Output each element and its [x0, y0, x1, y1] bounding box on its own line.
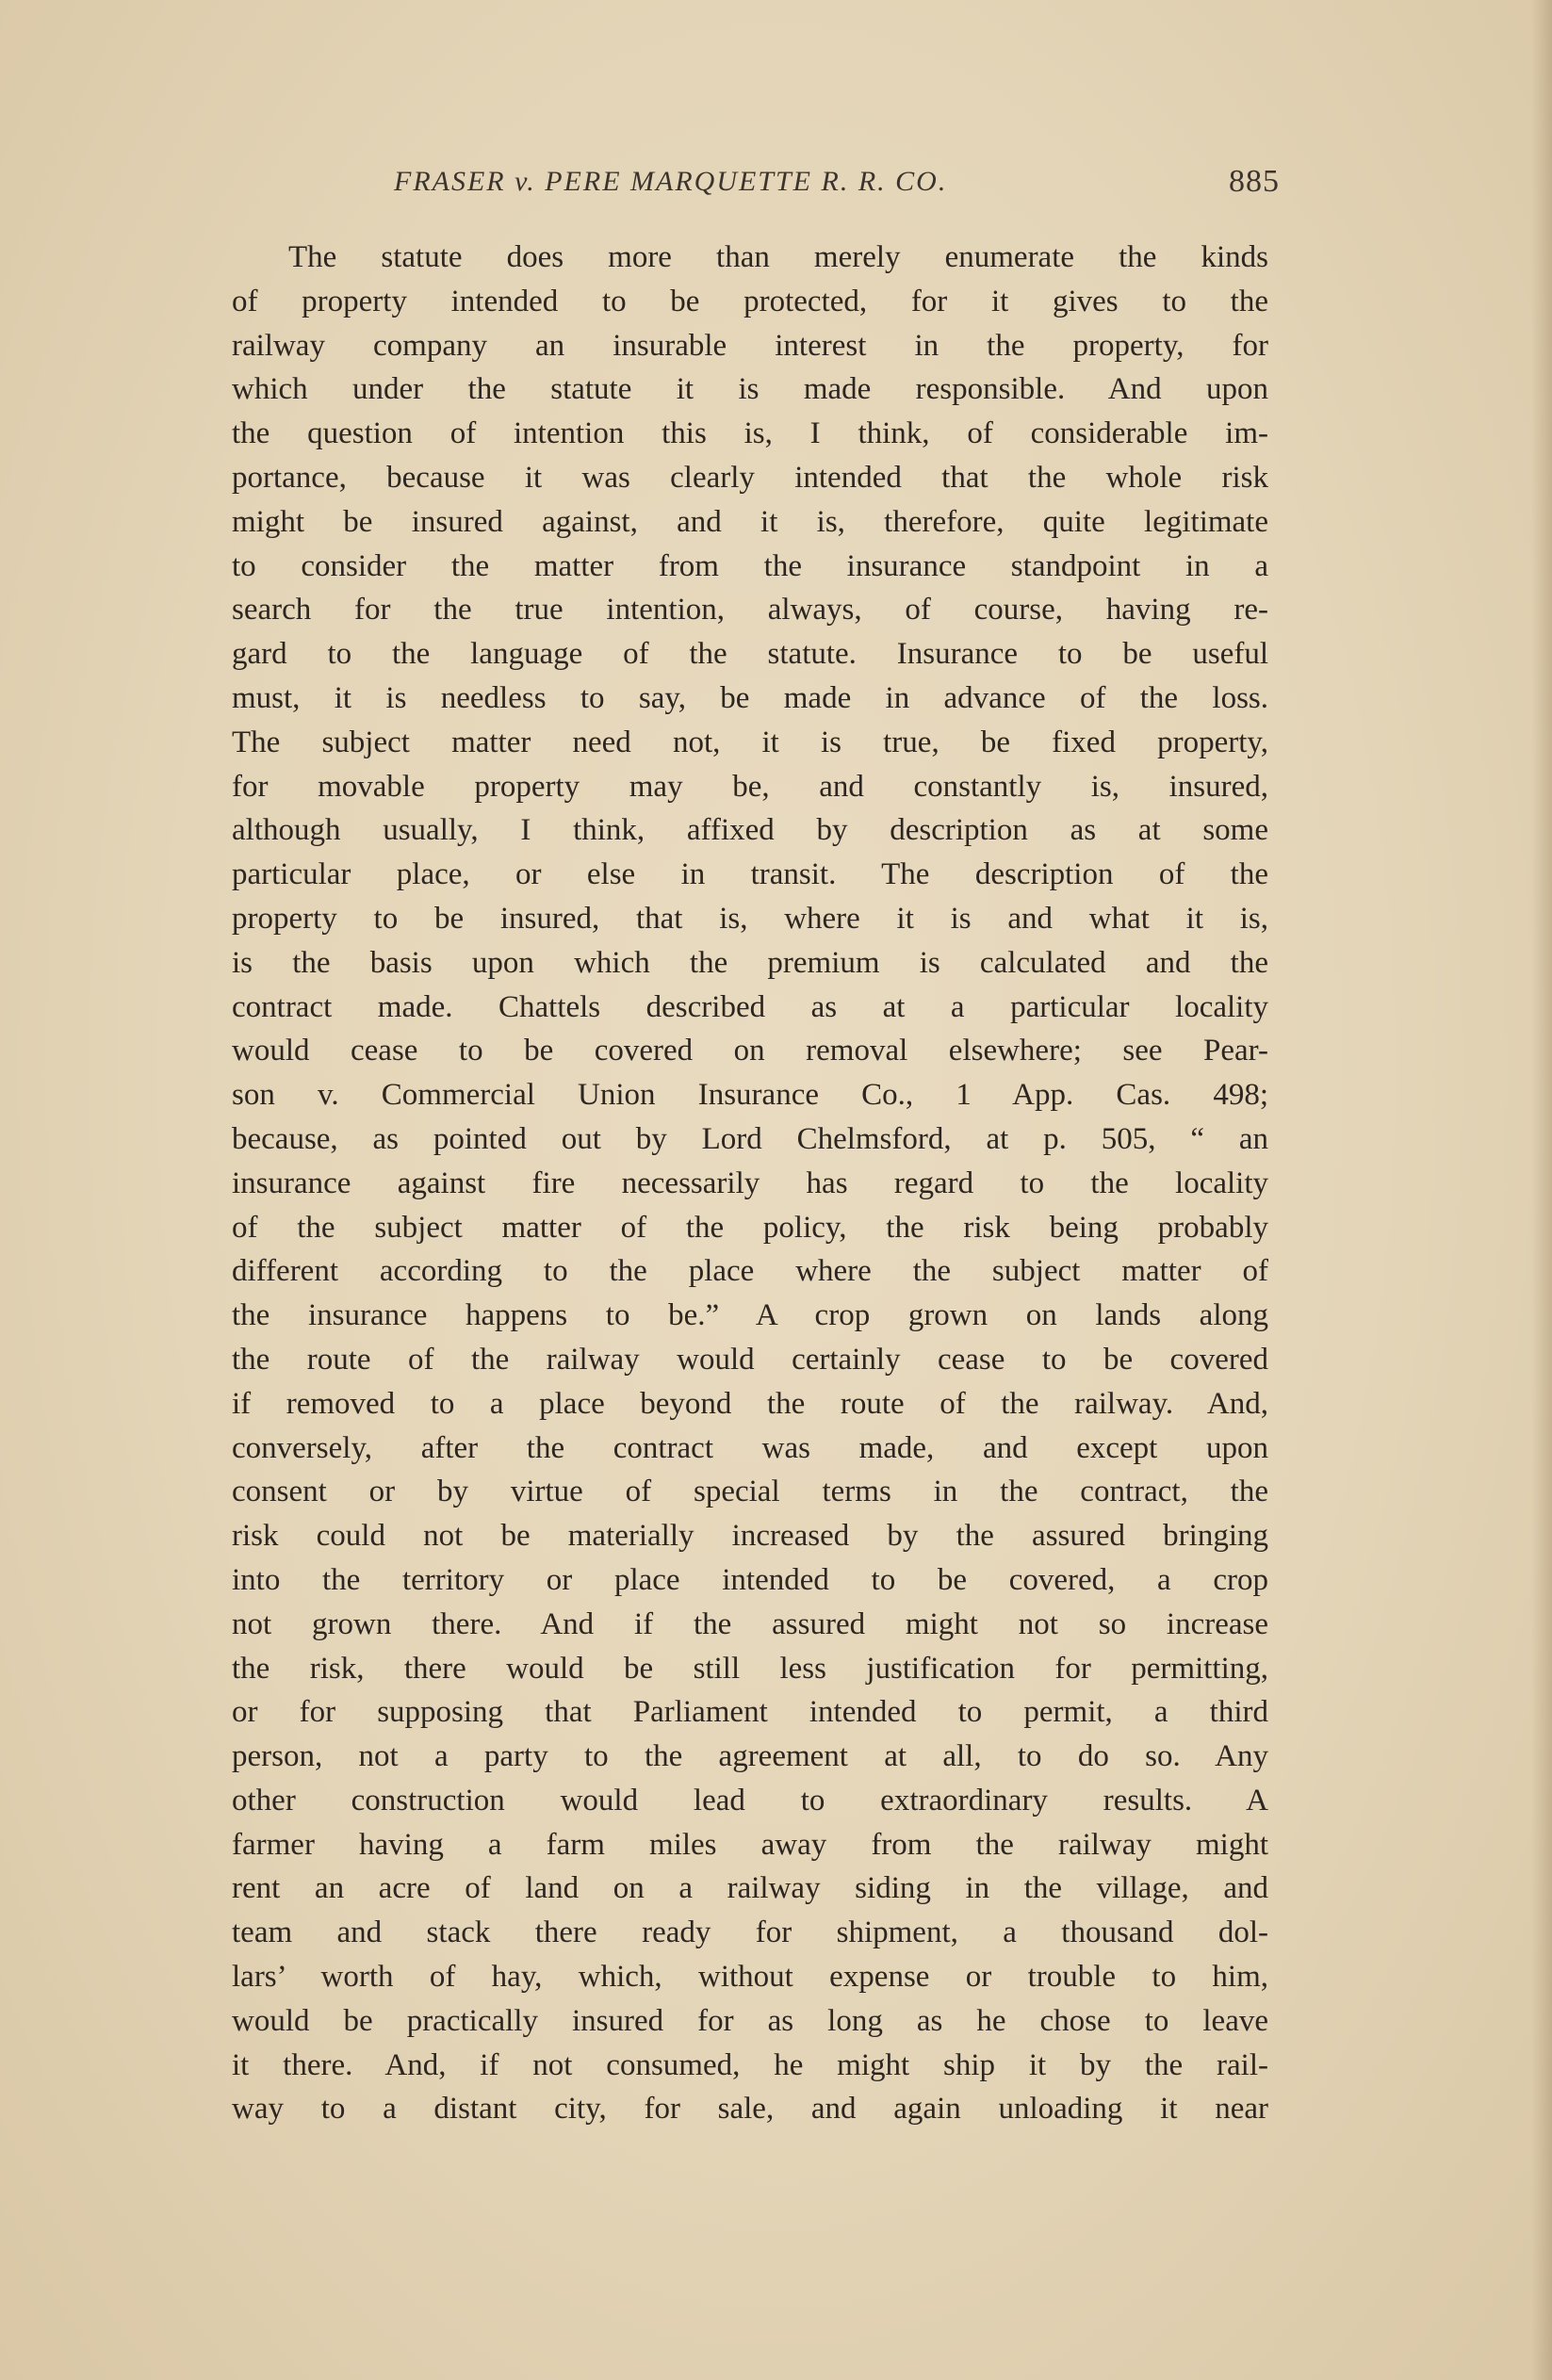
text-line: contract made. Chattels described as at a particular locality [232, 989, 1268, 1024]
page-number: 885 [1229, 164, 1280, 199]
text-line: The subject matter need not, it is true, be fixed property, [232, 725, 1268, 759]
text-line: not grown there. And if the assured might not so increase [232, 1606, 1268, 1641]
text-line: different according to the place where the subject matter of [232, 1254, 1268, 1289]
text-line: would cease to be covered on removal elsewhere; see Pear- [232, 1034, 1268, 1068]
text-line: lars’ worth of hay, which, without expense or trouble to him, [232, 1960, 1268, 1995]
running-title: FRASER v. PERE MARQUETTE R. R. CO. [394, 166, 948, 197]
text-line: conversely, after the contract was made, and except upon [232, 1430, 1268, 1465]
text-line: The statute does more than merely enumerate the kinds [288, 240, 1268, 274]
text-line: consent or by virtue of special terms in the contract, the [232, 1475, 1268, 1509]
text-line: the route of the railway would certainly cease to be covered [232, 1342, 1268, 1377]
page-header [234, 158, 1280, 215]
text-line: particular place, or else in transit. The description of the [232, 857, 1268, 892]
body-text [232, 236, 1268, 2131]
text-line: the insurance happens to be.” A crop grown on lands along [232, 1298, 1268, 1333]
text-line: the risk, there would be still less justification for permitting, [232, 1651, 1268, 1686]
text-line: search for the true intention, always, of course, having re- [232, 593, 1268, 628]
text-line: which under the statute it is made responsible. And upon [232, 372, 1268, 407]
text-line: gard to the language of the statute. Insurance to be useful [232, 637, 1268, 672]
text-line: other construction would lead to extraordinary results. A [232, 1783, 1268, 1818]
text-line: insurance against fire necessarily has regard to the locality [232, 1166, 1268, 1200]
text-line: or for supposing that Parliament intended to permit, a third [232, 1695, 1268, 1730]
text-line: although usually, I think, affixed by description as at some [232, 813, 1268, 848]
text-line: the question of intention this is, I think, of considerable im- [232, 416, 1268, 451]
text-line: farmer having a farm miles away from the railway might [232, 1827, 1268, 1862]
text-line: because, as pointed out by Lord Chelmsford, at p. 505, “ an [232, 1121, 1268, 1156]
text-line: property to be insured, that is, where it is and what it is, [232, 901, 1268, 936]
text-line: to consider the matter from the insurance standpoint in a [232, 548, 1268, 583]
text-line: rent an acre of land on a railway siding in the village, and [232, 1871, 1268, 1906]
page-edge-shadow [1531, 0, 1552, 2380]
text-line: might be insured against, and it is, therefore, quite legitimate [232, 504, 1268, 539]
text-line: way to a distant city, for sale, and again unloading it near [232, 2092, 1268, 2127]
text-line: team and stack there ready for shipment, a thousand dol- [232, 1915, 1268, 1950]
text-line: railway company an insurable interest in the property, for [232, 328, 1268, 363]
text-line: of property intended to be protected, for it gives to the [232, 284, 1268, 318]
text-line: portance, because it was clearly intended that the whole risk [232, 460, 1268, 495]
text-line: for movable property may be, and constantly is, insured, [232, 769, 1268, 804]
text-line: son v. Commercial Union Insurance Co., 1 App. Cas. 498; [232, 1078, 1268, 1113]
text-line: risk could not be materially increased by the assured bringing [232, 1519, 1268, 1554]
text-line: is the basis upon which the premium is calculated and the [232, 945, 1268, 980]
text-line: must, it is needless to say, be made in advance of the loss. [232, 680, 1268, 715]
text-line: it there. And, if not consumed, he might ship it by the rail- [232, 2047, 1268, 2082]
text-line: person, not a party to the agreement at all, to do so. Any [232, 1739, 1268, 1774]
text-line: into the territory or place intended to be covered, a crop [232, 1562, 1268, 1597]
text-line: of the subject matter of the policy, the risk being probably [232, 1210, 1268, 1245]
text-line: if removed to a place beyond the route of the railway. And, [232, 1386, 1268, 1421]
text-line: would be practically insured for as long as he chose to leave [232, 2003, 1268, 2038]
